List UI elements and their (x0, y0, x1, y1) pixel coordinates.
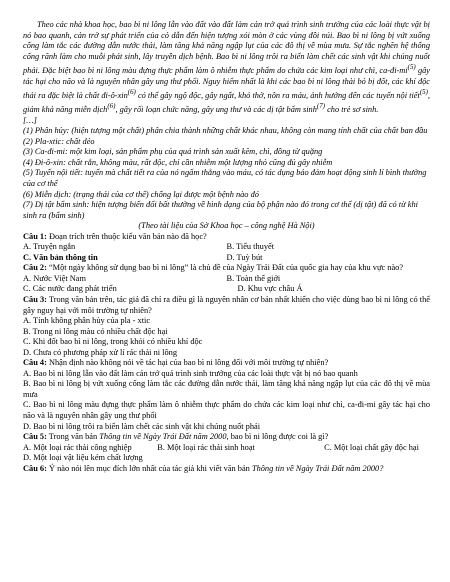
passage-intro-text-f: cho trẻ sơ sinh. (325, 105, 379, 115)
question-6-label: Câu 6: (23, 463, 47, 473)
option-4d[interactable]: D. Bao bì ni lông trôi ra biển làm chết các sinh vật khi chúng nuốt phải (23, 421, 261, 431)
question-3 (23, 295, 430, 316)
footnote-ref-5b: (5) (419, 88, 428, 97)
note-1: (1) Phân hủy: (hiện tượng một chất) phân chia thành những chất khác nhau, không còn mang tính chất của chất ban đầu (23, 126, 428, 136)
passage-notes (23, 126, 430, 221)
passage-intro (23, 20, 430, 116)
question-1 (23, 232, 430, 243)
option-2d[interactable]: D. Khu vực châu Á (237, 284, 303, 294)
note-2: (2) Pla-xtic: chất dẻo (23, 136, 95, 146)
question-6 (23, 464, 430, 475)
option-3c[interactable]: C. Khi đốt bao bì ni lông, trong khói có nhiều khí độc (23, 337, 203, 347)
question-1-label: Câu 1: (23, 231, 47, 241)
passage-intro-text-e: , gây rối loạn chức năng, gây ung thư và các dị tật bẩm sinh (115, 105, 317, 115)
question-2 (23, 263, 430, 274)
passage-source: (Theo tài liệu của Sở Khoa học – công nghệ Hà Nội) (138, 221, 315, 231)
passage-intro-text-c: có thể gây ngộ độc, gây ngất, khó thở, nôn ra máu, ảnh hưởng đến các tuyến nội tiết (135, 90, 420, 100)
option-1a[interactable]: A. Truyện ngắn (23, 242, 76, 252)
option-3b[interactable]: B. Trong ni lông màu có nhiều chất độc hại (23, 326, 168, 336)
question-5-text-a: Trong văn bản (46, 432, 100, 442)
option-5d[interactable]: D. Một loại vật liệu kém chất lượng (23, 453, 143, 463)
question-2-options-row-2 (23, 284, 430, 295)
question-5 (23, 432, 430, 443)
question-4-label: Câu 4: (23, 358, 47, 368)
question-2-options-row-1 (23, 274, 430, 285)
option-3d[interactable]: D. Chưa có phương pháp xử lí rác thải ni lông (23, 347, 178, 357)
question-6-doc-title: Thông tin về Ngày Trái Đất năm 2000? (251, 463, 384, 473)
option-4b[interactable]: B. Bao bì ni lông bị vứt xuống cống làm tắc các đường dẫn nước thải, làm tăng khả năng ngập lụt của các đô thị về mùa mưa (23, 379, 430, 399)
passage-ellipsis: […] (23, 115, 37, 125)
question-5-options-row-2 (23, 453, 430, 464)
question-5-text-b: , bao bì ni lông được coi là gì? (226, 432, 329, 442)
question-3-label: Câu 3: (23, 295, 47, 305)
note-7: (7) Dị tật bẩm sinh: hiện tượng biến đổi bất thường về hình dạng của bộ phận nào đó trong cơ thể (dị tật) đã có từ khi sinh ra (bẩm sinh) (23, 200, 418, 220)
option-2a[interactable]: A. Nước Việt Nam (23, 273, 86, 283)
note-3: (3) Ca-đi-mi: một kim loại, sản phẩm phụ của quá trình sản xuất kẽm, chì, đồng từ quặng (23, 147, 323, 157)
footnote-ref-7: (7) (316, 102, 325, 111)
option-5b[interactable]: B. Một loại rác thải sinh hoạt (157, 442, 255, 452)
question-5-doc-title: Thông tin về Ngày Trái Đất năm 2000 (99, 432, 227, 442)
passage-intro-text-b: gây tác hại cho não và là nguyên nhân gây ung thư phổi. Nguy hiểm nhất là khi các bao bì ni lông thải bỏ bị đốt, các khí độc thải ra đặc biệt là chất đi-ô-xin (23, 65, 430, 100)
footnote-ref-5: (5) (407, 63, 416, 72)
option-4c[interactable]: C. Bao bì ni lông màu đựng thực phẩm làm ô nhiễm thực phẩm do chứa các kim loại như chì, ca-đi-mi gây tác hại cho não và là nguyên nhân gây ung thư phổi (23, 400, 430, 421)
question-2-label: Câu 2: (23, 263, 47, 273)
option-1b[interactable]: B. Tiểu thuyết (226, 242, 275, 252)
note-6: (6) Miễn dịch: (trạng thái của cơ thể) chống lại được một bệnh nào đó (23, 189, 259, 199)
option-5a[interactable]: A. Một loại rác thải công nghiệp (23, 442, 132, 452)
question-5-label: Câu 5: (23, 432, 47, 442)
question-4-text: Nhận định nào không nói về tác hại của bao bì ni lông đối với môi trường tự nhiên? (46, 358, 329, 368)
question-1-text: Đoạn trích trên thuộc kiểu văn bản nào đã học? (46, 231, 207, 241)
question-4 (23, 358, 430, 369)
passage-intro-text-d: , giảm khả năng miễn dịch (23, 90, 430, 115)
question-6-text: Ý nào nói lên mục đích lớn nhất của tác giả khi viết văn bản (46, 463, 252, 473)
option-1d[interactable]: D. Tuỳ bút (226, 252, 263, 262)
option-2b[interactable]: B. Toàn thế giới (226, 273, 281, 283)
option-3a[interactable]: A. Tính không phân hủy của pla - xtic (23, 316, 151, 326)
option-5c[interactable]: C. Một loại chất gây độc hại (324, 442, 419, 452)
note-4: (4) Đi-ô-xin: chất rắn, không màu, rất độc, chỉ cần nhiễm một lượng nhỏ cũng đủ gây nhiễm (23, 157, 333, 167)
question-3-text: Trong văn bản trên, tác giả đã chỉ ra điều gì là nguyên nhân cơ bản nhất khiến cho việc dùng bao bì ni lông có thể gây nguy hại với môi trường tự nhiên? (23, 295, 430, 315)
question-5-options-row-1 (23, 443, 430, 454)
note-5: (5) Tuyến nội tiết: tuyến mà chất tiết ra của nó ngấm thẳng vào máu, có tác dụng bảo đảm hoạt động sinh lí bình thường của cơ thể (23, 168, 427, 188)
option-4a[interactable]: A. Bao bì ni lông lẫn vào đất làm cản trở quá trình sinh trưởng của các loài thực vật bị nó bao quanh (23, 368, 358, 378)
question-2-text: “Một ngày không sử dụng bao bì ni lông” là chủ đề của Ngày Trái Đất của quốc gia hay của khu vực nào? (46, 263, 404, 273)
question-1-options-row-1 (23, 242, 430, 253)
option-1c[interactable]: C. Văn bản thông tin (23, 252, 98, 262)
passage-intro-text: Theo các nhà khoa học, bao bì ni lông lẫn vào đất vào đất làm cản trở quá trình sinh trưởng của các loài thực vật bị nó bao quanh, cản trở sự phát triển của cỏ dẫn đến hiện tượng xói mòn ở các vùng đồi núi. Bao bì ni lông bị vứt xuống cống làm tắc các đường dẫn nước thải, làm tăng khả năng ngập lụt của các đô thị về mùa mưa. Sự tắc nghẽn hệ thống cống rãnh làm cho muỗi phát sinh, lây truyền dịch bệnh. Bao bì ni lông trôi ra biển làm chết các sinh vật khi chúng nuốt phải. Đặc biệt bao bì ni lông màu đựng thực phẩm làm ô nhiễm thực phẩm do chứa các kim loại như chì, ca-đi-mi (23, 20, 430, 75)
option-2c[interactable]: C. Các nước đang phát triển (23, 284, 117, 294)
question-1-options-row-2 (23, 253, 430, 264)
footnote-ref-6: (6) (127, 88, 136, 97)
footnote-ref-6b: (6) (107, 102, 116, 111)
